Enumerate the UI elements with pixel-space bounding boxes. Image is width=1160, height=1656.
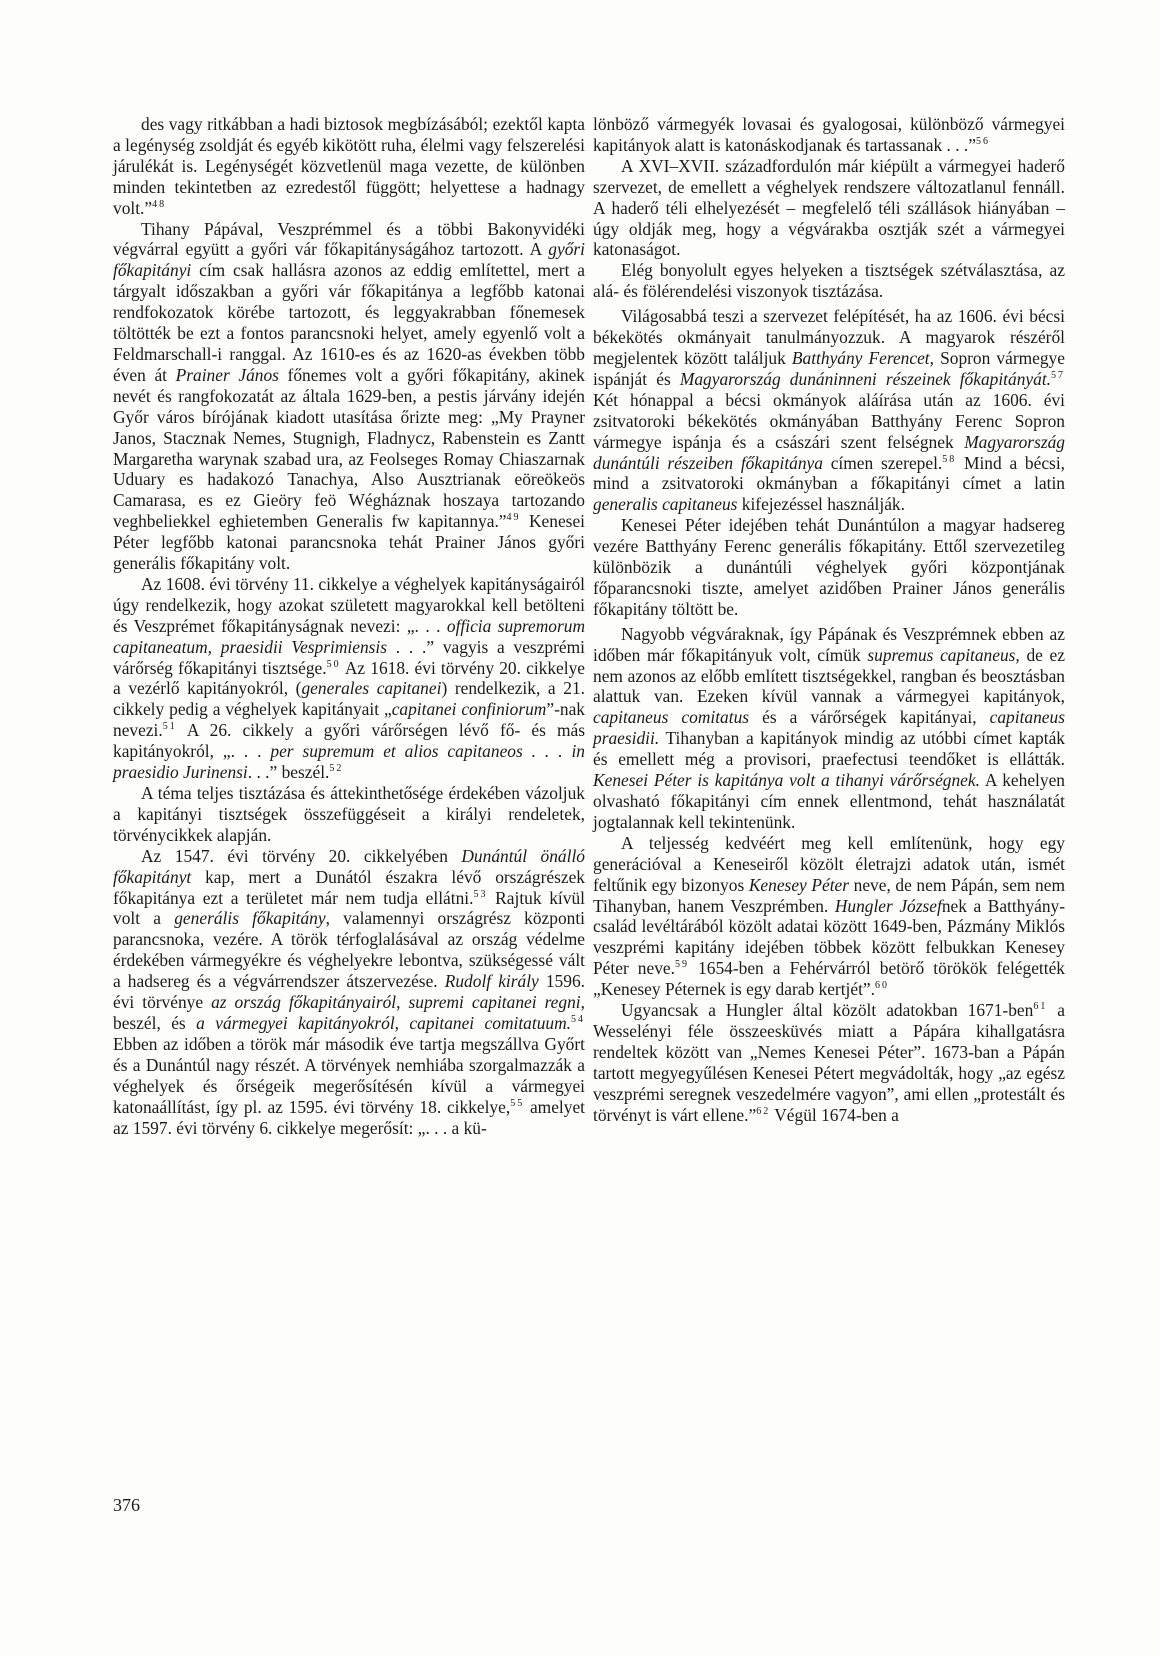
italic-text: Hungler József [834, 895, 942, 916]
text-run: Elég bonyolult egyes helyeken a tisztségek szétválasztása, az alá- és fölérendelési viszonyok tisztázása. [593, 260, 1065, 302]
text-run: . . .” vagyis a veszprémi várőrség főkapitányi tisztsége. [113, 636, 585, 678]
italic-text: Kenesei Péter is kapitánya volt a tihanyi várőrségnek. [593, 770, 980, 791]
text-run: a Wesselényi féle összeesküvés miatt a Pápára kihallgatásra rendeltek között van „Nemes Kenesei Péter”. 1673-ban a Pápán tartott megyegyűlésen Kenesei Pétert megvádolták, hogy „az egész veszprémi seregnek veszedelmére vagyon”, ami ellen „protestált és törvényt is várt ellene.” [593, 1000, 1065, 1125]
italic-text: per supremum et alios capitaneos . . . in praesidio Jurinensi [113, 741, 585, 783]
paragraph [113, 574, 585, 783]
paragraph [113, 846, 585, 1139]
paragraph [593, 1000, 1065, 1125]
italic-text: Kenesey Péter [748, 874, 850, 895]
text-run: cím csak hallásra azonos az eddig említettel, mert a tárgyalt időszakban a győri vár főkapitánya a legfőbb katonai rendfokozatok körébe tartozott, és leggyakrabban főnemesek töltötték be ezt a fontos parancsnoki helyet, amely egyenlő volt a Feldmarschall-i ranggal. Az 1610-es és az 1620-as években több éven át [113, 260, 585, 385]
text-run: Kenesei Péter idejében tehát Dunántúlon a magyar hadsereg vezére Batthyány Ferenc generális főkapitány. Ettől szervezetileg különbözik a dunántúli véghelyek győri központjának főparancsnoki tiszte, amelyet azidőben Prainer János generális főkapitány töltött be. [593, 515, 1065, 619]
text-run: Nagyobb végváraknak, így Pápának és Veszprémnek ebben az időben már főkapitányuk volt, címük [593, 623, 1065, 665]
text-run: A kehelyen olvasható főkapitányi cím ennek ellentmond, tehát használatát jogtalannak kell tekintenünk. [593, 770, 1066, 832]
text-run: Az 1547. évi törvény 20. cikkelyében [141, 845, 462, 866]
left-text-column [113, 114, 585, 1138]
text-run: Tihany Pápával, Veszprémmel és a többi Bakonyvidéki végvárral együtt a győri vár főkapitányságához tartozott. A [113, 218, 585, 260]
italic-text: a vármegyei kapitányokról, capitanei comitatuum. [196, 1012, 572, 1033]
italic-text: Batthyány Ferencet, [791, 347, 934, 368]
text-run: , valamennyi országrész központi parancsnoka, vezére. A török térfoglalásával az ország védelme érdekében vármegyékre és véghelyekre lebontva, szükségessé vált a hadsereg és a végvárrendszer átszervezése. [113, 908, 586, 992]
text-run: kap, mert a Dunától északra lévő országrészek főkapitánya ezt a területet már nem tudja ellátni. [113, 866, 585, 908]
paragraph [593, 624, 1065, 833]
text-run: A teljesség kedvéért meg kell említenünk, hogy egy generációval a Keneseiről közölt életrajzi adatok után, ismét feltűnik egy bizonyos [593, 832, 1065, 895]
text-run: ) rendelkezik, a 21. cikkely pedig a véghelyek kapitányait „ [113, 678, 586, 720]
footnote-ref: 50 [326, 658, 341, 670]
footnote-ref: 54 [571, 1014, 586, 1026]
italic-text: generalis capitaneus [593, 494, 738, 515]
text-run: főnemes volt a győri főkapitány, akinek nevét és rangfokozatát az általa 1629-ben, a pestis járvány idején Győr város bírójának kiadott utasítása őrizte meg: „My Prayner Janos, Stacznak Nemes, Stugnigh, Fladnycz, Rabenstein es Zantt Margaretha warynak szabad ura, az Feolseges Romay Chiaszarnak Uduary es hadakozó Tanachya, Also Ausztrianak eöreökeös Camarasa, es ez Gieöry feö Wégháznak hoszaya tartozando veghbeliekkel eghietemben Generalis fw kapitannya.” [113, 364, 585, 532]
italic-text: Magyarország dunántúli részeiben főkapitánya [593, 431, 1065, 473]
text-run: A 26. cikkely a győri várőrségen lévő fő- és más kapitányokról, „. . . [113, 720, 585, 762]
paragraph [593, 114, 1065, 156]
text-run: 1596. évi törvénye [113, 971, 585, 1013]
text-run: amelyet az 1597. évi törvény 6. cikkelye megerősít: „. . . a kü- [113, 1096, 586, 1138]
text-run: Sopron vármegye ispánját és [593, 347, 1065, 389]
italic-text: capitaneus comitatus [593, 707, 750, 728]
text-run: Mind a bécsi, mind a zsitvatoroki okmányban a főkapitányi címet a latin [593, 452, 1065, 494]
text-run: . . .” beszél. [247, 762, 330, 783]
footnote-ref: 61 [1033, 1001, 1048, 1013]
italic-text: az ország főkapitányairól, supremi capitanei regni [211, 992, 581, 1013]
paragraph [113, 783, 585, 846]
paragraph [593, 515, 1065, 620]
footnote-ref: 62 [756, 1105, 771, 1117]
footnote-ref: 56 [975, 136, 990, 148]
italic-text: supremus capitaneus, [867, 644, 1020, 665]
right-text-column [593, 114, 1065, 1126]
paragraph [593, 306, 1065, 515]
italic-text: Rudolf király [444, 971, 539, 992]
footnote-ref: 55 [510, 1097, 525, 1109]
italic-text: generales capitanei [301, 678, 442, 699]
text-run: Az 1608. évi törvény 11. cikkelye a véghelyek kapitányságairól úgy rendelkezik, hogy azokat született magyarokkal kell betölteni és Veszprémet főkapitányságnak nevezi: „. . . [113, 573, 585, 636]
footnote-ref: 52 [329, 763, 344, 775]
footnote-ref: 53 [473, 888, 488, 900]
footnote-ref: 58 [942, 453, 957, 465]
text-run: és a várőrségek kapitányai, [749, 707, 990, 728]
footnote-ref: 48 [152, 198, 167, 210]
paragraph [113, 114, 585, 219]
text-run: , beszél, és [113, 992, 585, 1033]
text-run: ”-nak nevezi. [113, 699, 585, 741]
text-run: neve, de nem Pápán, sem nem Tihanyban, hanem Veszprémben. [593, 874, 1065, 916]
footnote-ref: 49 [506, 512, 521, 524]
italic-text: capitanei confiniorum [391, 699, 547, 720]
text-run: Az 1618. évi törvény 20. cikkelye a vezérlő kapitányokról, ( [113, 657, 586, 699]
text-run: Végül 1674-ben a [770, 1104, 899, 1125]
text-run: Kenesei Péter legfőbb katonai parancsnoka tehát Prainer János győri generális főkapitány volt. [113, 511, 585, 574]
text-run: A téma teljes tisztázása és áttekinthetősége érdekében vázoljuk a kapitányi tisztségek összefüggéseit a királyi rendeletek, törvénycikkek alapján. [113, 783, 585, 845]
footnote-ref: 57 [1051, 370, 1066, 382]
italic-text: Prainer János [175, 364, 279, 385]
italic-text: Magyarország dunáninneni részeinek főkapitányát. [679, 368, 1052, 389]
paragraph [593, 833, 1065, 1000]
text-run: Két hónappal a bécsi okmányok aláírása után az 1606. évi zsitvatoroki békekötés okmányában Batthyány Ferenc Sopron vármegye ispánja és a császári szent felségnek [593, 389, 1065, 452]
text-run: Tihanyban a kapitányok mindig az utóbbi címet kapták és emellett még a provisori, praefectusi teendőket is ellátták. [593, 728, 1065, 770]
text-run: A XVI–XVII. századfordulón már kiépült a vármegyei haderő szervezet, de emellett a véghelyek rendszere változatlanul fennáll. A haderő téli elhelyezését – megfelelő téli szállások hiányában – úgy oldják meg, hogy a végvárakba osztják szét a vármegyei katonaságot. [593, 155, 1065, 260]
italic-text: generális főkapitány [174, 908, 326, 929]
italic-text: officia supremorum capitaneatum, praesidii Vesprimiensis [113, 615, 586, 657]
paragraph [113, 219, 585, 574]
text-run: címen szerepel. [822, 452, 943, 473]
text-run: Ugyancsak a Hungler által közölt adatokban 1671-ben [621, 1000, 1034, 1021]
footnote-ref: 51 [162, 721, 177, 733]
text-run: des vagy ritkábban a hadi biztosok megbízásából; ezektől kapta a legénység zsoldját és egyéb kikötött ruha, élelmi vagy felszerelési járulékát is. Legénységét közvetlenül maga vezette, de különben minden tekintetben az ezredestől függött; helyettese a hadnagy volt.” [113, 114, 585, 218]
paragraph [593, 156, 1065, 261]
page-number: 376 [113, 1495, 140, 1515]
italic-text: Dunántúl önálló főkapitányt [113, 845, 585, 887]
text-run: 1654-ben a Fehérvárról betörő törökök felégették „Kenesey Péternek is egy darab kertjét”. [593, 958, 1065, 1000]
italic-text: győri főkapitányi [113, 239, 585, 281]
italic-text: capitaneus praesidii. [593, 707, 1065, 749]
paragraph [593, 260, 1065, 302]
text-run: de ez nem azonos az előbb említett tisztségekkel, rangban és beosztásban alattuk van. Ezeken kívül vannak a vármegyei kapitányok, [593, 644, 1065, 707]
text-run: nek a Batthyány-család levéltárából közölt adatai között 1649-ben, Pázmány Miklós veszprémi kapitány idejében többek között felbukkan Kenesey Péter neve. [593, 895, 1066, 979]
text-run: Világosabbá teszi a szervezet felépítését, ha az 1606. évi bécsi békekötés okmányait tanulmányozzuk. A magyarok részéről megjelentek között találjuk [593, 306, 1065, 368]
text-run: lönböző vármegyék lovasai és gyalogosai, különböző vármegyei kapitányok alatt is katonáskodjanak és tartassanak . . .” [593, 114, 1065, 155]
text-run: kifejezéssel használják. [737, 494, 905, 515]
text-run: Rajtuk kívül volt a [113, 887, 585, 929]
footnote-ref: 60 [875, 980, 889, 992]
footnote-ref: 59 [674, 959, 689, 971]
text-run: Ebben az időben a török már második éve tartja megszállva Győrt és a Dunántúl nagy részét. A törvények nemhiába szorgalmazzák a véghelyek és őrségeik megerősítésén kívül a vármegyei katonaállítást, így pl. az 1595. évi törvény 18. cikkelye, [113, 1033, 585, 1117]
